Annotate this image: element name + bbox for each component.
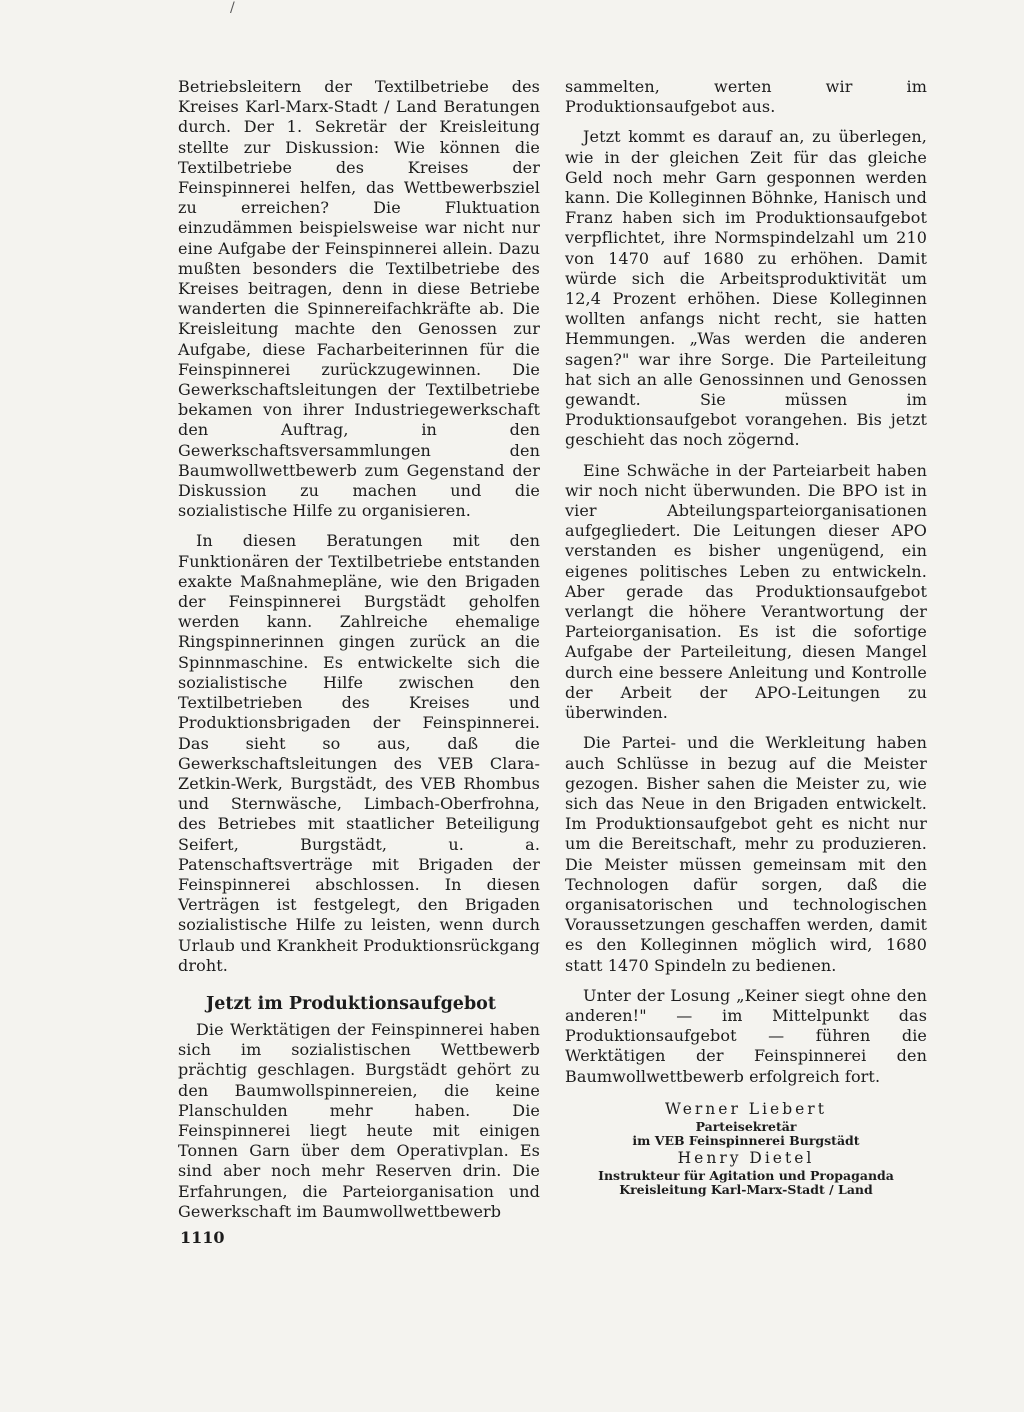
- right-paragraph-3: Eine Schwäche in der Parteiarbeit haben wir noch nicht überwunden. Die BPO ist in vier Abteilungsparteiorganisationen aufgegliedert. Die Leitungen dieser APO verstanden es bisher ungenügend, ein eigenes politisches Leben zu entwickeln. Aber gerade das Produktionsaufgebot verlangt die höhere Verantwortung der Parteiorganisation. Es ist die sofortige Aufgabe der Parteileitung, diesen Mangel durch eine bessere Anleitung und Kontrolle der Arbeit der APO-Leitungen zu überwinden.: [565, 460, 927, 723]
- left-paragraph-1: Betriebsleitern der Textilbetriebe des Kreises Karl-Marx-Stadt / Land Beratungen durch. Der 1. Sekretär der Kreisleitung stellte zur Diskussion: Wie können die Textilbetriebe des Kreises der Feinspinnerei helfen, das Wettbewerbsziel zu erreichen? Die Fluktuation einzudämmen beispielsweise war nicht nur eine Aufgabe der Feinspinnerei allein. Dazu mußten besonders die Textilbetriebe des Kreises beitragen, denn in diese Betriebe wanderten die Spinnereifachkräfte ab. Die Kreisleitung machte den Genossen zur Aufgabe, diese Facharbeiterinnen für die Feinspinnerei zurückzugewinnen. Die Gewerkschaftsleitungen der Textilbetriebe bekamen von ihrer Industriegewerkschaft den Auftrag, in den Gewerkschaftsversammlungen den Baumwollwettbewerb zum Gegenstand der Diskussion zu machen und die sozialistische Hilfe zu organisieren.: [178, 77, 540, 521]
- page-number: 1110: [180, 1228, 225, 1247]
- signature-role-1a: Parteisekretär: [695, 1118, 797, 1134]
- left-column: [178, 77, 540, 1222]
- margin-mark: /: [230, 0, 235, 16]
- right-paragraph-1: sammelten, werten wir im Produktionsaufgebot aus.: [565, 77, 927, 117]
- signature-name-1: Werner Liebert: [665, 1099, 827, 1118]
- signature-block: [565, 1099, 927, 1197]
- right-paragraph-4: Die Partei- und die Werkleitung haben auch Schlüsse in bezug auf die Meister gezogen. Bisher sahen die Meister zu, wie sich das Neue in den Brigaden entwickelt. Im Produktionsaufgebot geht es nicht nur um die Bereitschaft, mehr zu produzieren. Die Meister müssen gemeinsam mit den Technologen dafür sorgen, daß die organisatorischen und technologischen Voraussetzungen geschaffen werden, damit es den Kolleginnen möglich wird, 1680 statt 1470 Spindeln zu bedienen.: [565, 733, 927, 975]
- section-heading: Jetzt im Produktionsaufgebot: [206, 993, 496, 1014]
- right-paragraph-2: Jetzt kommt es darauf an, zu überlegen, wie in der gleichen Zeit für das gleiche Geld noch mehr Garn gesponnen werden kann. Die Kolleginnen Böhnke, Hanisch und Franz haben sich im Produktionsaufgebot verpflichtet, ihre Normspindelzahl um 210 von 1470 auf 1680 zu erhöhen. Damit würde sich die Arbeitsproduktivität um 12,4 Prozent erhöhen. Diese Kolleginnen wollten anfangs nicht recht, sie hatten Hemmungen. „Was werden die anderen sagen?" war ihre Sorge. Die Parteileitung hat sich an alle Genossinnen und Genossen gewandt. Sie müssen im Produktionsaufgebot vorangehen. Bis jetzt geschieht das noch zögernd.: [565, 127, 927, 450]
- signature-role-2a: Instrukteur für Agitation und Propaganda: [598, 1167, 894, 1183]
- left-paragraph-3: Die Werktätigen der Feinspinnerei haben sich im sozialistischen Wettbewerb prächtig geschlagen. Burgstädt gehört zu den Baumwollspinnereien, die keine Planschulden mehr haben. Die Feinspinnerei liegt heute mit einigen Tonnen Garn über dem Operativplan. Es sind aber noch mehr Reserven drin. Die Erfahrungen, die Parteiorganisation und Gewerkschaft im Baumwollwettbewerb: [178, 1019, 540, 1221]
- left-paragraph-2: In diesen Beratungen mit den Funktionären der Textilbetriebe entstanden exakte Maßnahmepläne, wie den Brigaden der Feinspinnerei Burgstädt geholfen werden kann. Zahlreiche ehemalige Ringspinnerinnen gingen zurück an die Spinnmaschine. Es entwickelte sich die sozialistische Hilfe zwischen den Textilbetrieben des Kreises und Produktionsbrigaden der Feinspinnerei. Das sieht so aus, daß die Gewerkschaftsleitungen des VEB Clara-Zetkin-Werk, Burgstädt, des VEB Rhombus und Sternwäsche, Limbach-Oberfrohna, des Betriebes mit staatlicher Beteiligung Seifert, Burgstädt, u. a. Patenschaftsverträge mit Brigaden der Feinspinnerei abschlossen. In diesen Verträgen ist festgelegt, den Brigaden sozialistische Hilfe zu leisten, wenn durch Urlaub und Krankheit Produktionsrückgang droht.: [178, 531, 540, 975]
- signature-name-2: Henry Dietel: [677, 1148, 815, 1167]
- right-paragraph-5: Unter der Losung „Keiner siegt ohne den anderen!" — im Mittelpunkt das Produktionsaufgebot — führen die Werktätigen der Feinspinnerei den Baumwollwettbewerb erfolgreich fort.: [565, 985, 927, 1086]
- signature-role-2b: Kreisleitung Karl-Marx-Stadt / Land: [619, 1181, 873, 1197]
- signature-role-1b: im VEB Feinspinnerei Burgstädt: [632, 1132, 860, 1148]
- right-column: [565, 77, 927, 1197]
